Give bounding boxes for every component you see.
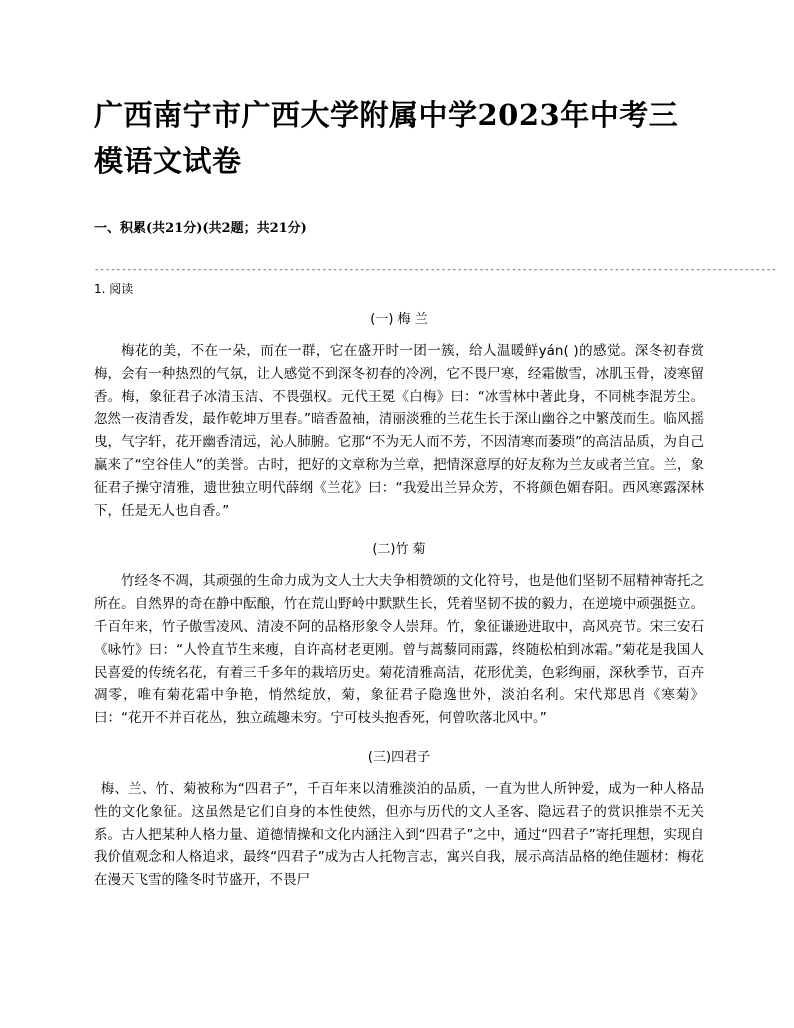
passage-paragraph: 竹经冬不凋，其顽强的生命力成为文人士大夫争相赞颂的文化符号，也是他们坚韧不屈精神寄托之所在。自然界的奇在静中酝酿，竹在荒山野岭中默默生长，凭着坚韧不拔的毅力，在逆境中顽强挺立。千百年来，竹子傲雪凌风、清凌不阿的品格形象令人崇拜。竹，象征谦逊进取中，高风亮节。宋三安石《咏竹》曰：“人怜直节生来瘦，自许高材老更刚。曾与蒿藜同雨露，终随松柏到冰霜。”菊花是我国人民喜爱的传统名花，有着三千多年的栽培历史。菊花清雅高洁，花形优美，色彩绚丽，深秋季节，百卉凋零，唯有菊花霜中争艳，悄然绽放，菊，象征君子隐逸世外，淡泊名利。宋代郑思肖《寒菊》曰：“花开不并百花丛，独立疏趣未穷。宁可枝头抱香死，何曾吹落北风中。” <box>94 573 704 727</box>
question-label: 1. 阅读 <box>94 282 134 296</box>
passage-section-2 <box>94 540 704 730</box>
passage-paragraph: 梅、兰、竹、菊被称为“四君子”，千百年来以清雅淡泊的品质，一直为世人所钟爱，成为一种人格品性的文化象征。这虽然是它们自身的本性使然，但亦与历代的文人圣客、隐远君子的赏识推崇不无关系。古人把某种人格力量、道德情操和文化内涵注入到“四君子”之中，通过“四君子”寄托理想，实现自我价值观念和人格追求，最终“四君子”成为古人托物言志，寓兴自我，展示高洁品格的绝佳题材：梅花在漫天飞雪的隆冬时节盛开，不畏尸 <box>94 780 704 889</box>
passage-section-3 <box>94 748 704 892</box>
passage-heading: (二)竹 菊 <box>372 542 426 558</box>
passage-heading: (一) 梅 兰 <box>370 312 428 327</box>
passage-paragraph: 梅花的美，不在一朵，而在一群，它在盛开时一团一簇，给人温暖鲜yán( )的感觉。深冬初春赏梅，会有一种热烈的气氛，让人感觉不到深冬初春的冷冽，它不畏尸寒，经霜傲雪，冰肌玉骨，凌寒留香。梅，象征君子冰清玉洁、不畏强权。元代王冕《白梅》曰：“冰雪林中著此身，不同桃李混芳尘。忽然一夜清香发，最作乾坤万里春。”暗香盈袖，清丽淡雅的兰花生长于深山幽谷之中繁茂而生。临风摇曳，气字轩，花开幽香清远，沁人肺腑。它那“不为无人而不芳，不因清寒而萎琐”的高洁品质，为自己赢来了“空谷佳人”的美誉。古时，把好的文章称为兰章，把情深意厚的好友称为兰友或者兰宜。兰，象征君子操守清雅，遗世独立明代薛纲《兰花》曰：“我爱出兰异众芳，不将颜色媚春阳。西风寒露深林下，任是无人也自香。” <box>94 343 704 519</box>
divider-line: ------------------------------------------------------------------------------------------------------------------------------ <box>94 265 777 275</box>
section-heading: 一、积累(共21分)(共2题；共21分) <box>94 221 307 236</box>
document-title: 广西南宁市广西大学附属中学2023年中考三模语文试卷 <box>94 98 679 178</box>
document-page <box>94 92 777 892</box>
passage-section-1 <box>94 310 704 522</box>
passage-heading: (三)四君子 <box>367 749 431 765</box>
